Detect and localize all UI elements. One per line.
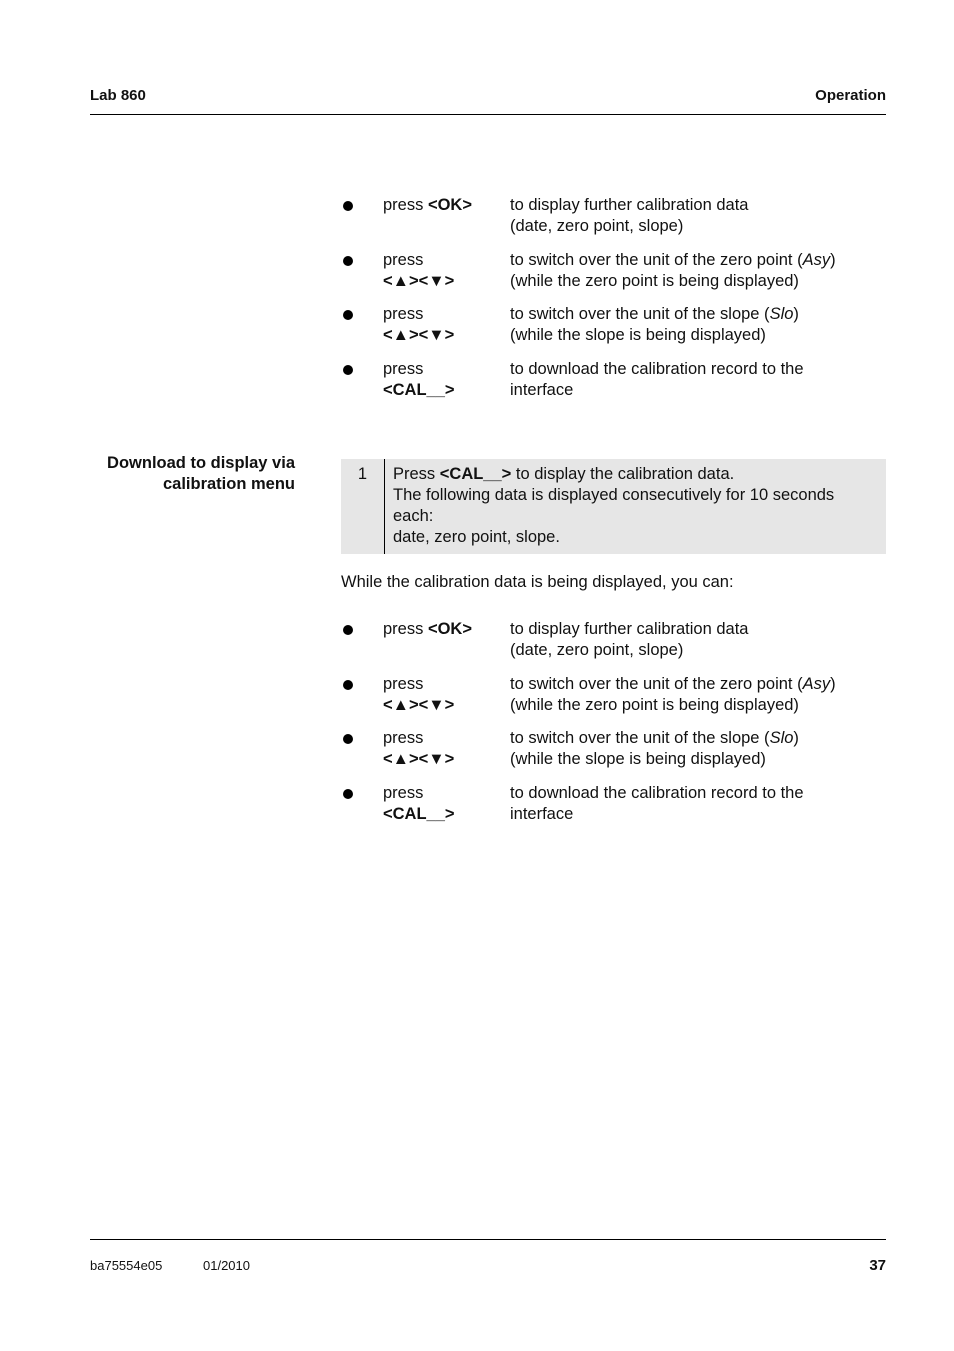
- key-label: press <CAL__>: [383, 783, 455, 823]
- step-number: 1: [357, 465, 368, 483]
- bullet-icon: [343, 256, 353, 266]
- key-label: press <OK>: [383, 620, 472, 638]
- bullet-icon: [343, 625, 353, 635]
- item-description: to switch over the unit of the zero point (Asy) (while the zero point is being displayed): [510, 674, 836, 714]
- step-divider: [384, 459, 385, 554]
- step-box: [341, 459, 886, 554]
- bullet-icon: [343, 734, 353, 744]
- header-rule: [90, 114, 886, 115]
- item-description: to download the calibration record to the interface: [510, 359, 804, 399]
- item-description: to download the calibration record to the interface: [510, 783, 804, 823]
- header-right: Operation: [815, 87, 886, 104]
- key-label: press <▲><▼>: [383, 250, 455, 290]
- bullet-icon: [343, 310, 353, 320]
- bullet-icon: [343, 680, 353, 690]
- intro-text: While the calibration data is being displayed, you can:: [341, 573, 734, 591]
- footer-date: 01/2010: [203, 1258, 250, 1273]
- list-item: [340, 250, 886, 305]
- list-item: [340, 619, 886, 674]
- step-text: Press <CAL__> to display the calibration data. The following data is displayed consecutively for 10 seconds each: date, zero point, slope.: [393, 465, 835, 546]
- list-item: [340, 674, 886, 729]
- item-description: to switch over the unit of the zero point (Asy) (while the zero point is being displayed): [510, 250, 836, 290]
- page-number: 37: [869, 1257, 886, 1274]
- list-top: [340, 195, 886, 413]
- item-description: to display further calibration data (date, zero point, slope): [510, 196, 749, 235]
- bullet-icon: [343, 365, 353, 375]
- item-description: to switch over the unit of the slope (Slo) (while the slope is being displayed): [510, 305, 799, 344]
- bullet-icon: [343, 789, 353, 799]
- list-bottom: [340, 619, 886, 837]
- bullet-icon: [343, 201, 353, 211]
- key-label: press <OK>: [383, 196, 472, 214]
- key-label: press <▲><▼>: [383, 729, 455, 768]
- footer-rule: [90, 1239, 886, 1240]
- item-description: to switch over the unit of the slope (Slo) (while the slope is being displayed): [510, 729, 799, 768]
- header-left: Lab 860: [90, 87, 146, 104]
- list-item: [340, 728, 886, 783]
- list-item: [340, 304, 886, 359]
- key-label: press <▲><▼>: [383, 674, 455, 714]
- list-item: [340, 359, 886, 414]
- footer-doc-id: ba75554e05: [90, 1258, 163, 1273]
- list-item: [340, 195, 886, 250]
- section-heading: Download to display via calibration menu: [107, 454, 295, 493]
- key-label: press <CAL__>: [383, 359, 455, 399]
- list-item: [340, 783, 886, 838]
- key-label: press <▲><▼>: [383, 305, 455, 344]
- item-description: to display further calibration data (date, zero point, slope): [510, 620, 749, 659]
